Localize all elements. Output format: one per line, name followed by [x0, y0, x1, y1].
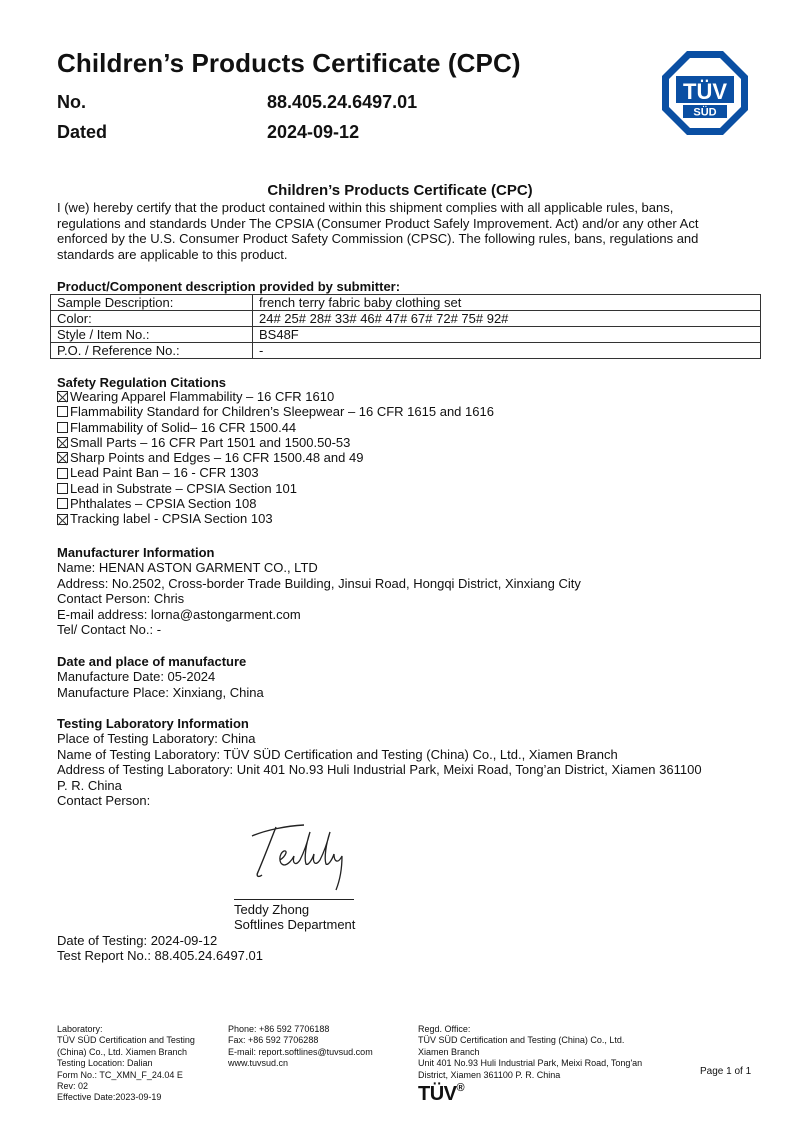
citation-item — [57, 404, 494, 419]
manufacture-place: Manufacture Place: Xinxiang, China — [57, 684, 264, 700]
product-description-heading: Product/Component description provided by submitter: — [57, 279, 401, 294]
row-label: Color: — [51, 311, 253, 327]
manufacture-date: Manufacture Date: 05-2024 — [57, 669, 216, 685]
statement-line: standards are applicable to this product. — [57, 246, 288, 262]
footer-line: www.tuvsud.cn — [228, 1058, 289, 1069]
logo-text-top: TÜV — [683, 79, 727, 104]
citation-label: Lead Paint Ban – 16 - CFR 1303 — [70, 465, 259, 481]
footer-line: Testing Location: Dalian — [57, 1058, 153, 1069]
row-value: - — [253, 343, 761, 359]
manufacturer-email: E-mail address: lorna@astongarment.com — [57, 606, 301, 622]
row-label: Style / Item No.: — [51, 327, 253, 343]
lab-name: Name of Testing Laboratory: TÜV SÜD Certification and Testing (China) Co., Ltd., Xiamen Branch — [57, 746, 618, 762]
manufacturer-contact: Contact Person: Chris — [57, 591, 185, 607]
citation-label: Tracking label - CPSIA Section 103 — [70, 511, 273, 527]
footer-line: (China) Co., Ltd. Xiamen Branch — [57, 1046, 188, 1057]
test-report-number: Test Report No.: 88.405.24.6497.01 — [57, 948, 263, 964]
row-value: 24# 25# 28# 33# 46# 47# 67# 72# 75# 92# — [253, 311, 761, 327]
footer-line: Laboratory: — [57, 1024, 103, 1034]
registered-mark: ® — [456, 1082, 465, 1094]
table-row — [51, 295, 761, 311]
table-row — [51, 343, 761, 359]
page-number: Page 1 of 1 — [700, 1066, 752, 1077]
manufacturer-tel: Tel/ Contact No.: - — [57, 622, 162, 638]
statement-line: regulations and standards Under The CPSIA (Consumer Product Safely Improvement. Act) and/or any other Act — [57, 215, 699, 231]
tuv-sud-logo — [661, 50, 749, 136]
dated-value: 2024-09-12 — [267, 122, 360, 142]
footer-line: Effective Date:2023-09-19 — [57, 1092, 162, 1103]
footer-line: District, Xiamen 361100 P. R. China — [418, 1069, 561, 1080]
row-label: Sample Description: — [51, 295, 253, 311]
footer-line: Regd. Office: — [418, 1024, 471, 1034]
statement-line: enforced by the U.S. Consumer Product Safety Commission (CPSC). The following rules, bans, regulations and — [57, 231, 699, 246]
lab-place: Place of Testing Laboratory: China — [57, 731, 256, 747]
citation-label: Lead in Substrate – CPSIA Section 101 — [70, 480, 297, 496]
certificate-subtitle: Children’s Products Certificate (CPC) — [267, 182, 533, 199]
checked-box-icon — [57, 452, 68, 463]
manufacture-heading: Date and place of manufacture — [57, 654, 247, 669]
product-description-table — [50, 294, 761, 359]
page-title: Children’s Products Certificate (CPC) — [57, 48, 521, 78]
citation-label: Phthalates – CPSIA Section 108 — [70, 496, 257, 512]
citation-item — [57, 481, 494, 496]
manufacturer-heading: Manufacturer Information — [57, 545, 215, 560]
citations-list — [57, 389, 494, 527]
unchecked-box-icon — [57, 498, 68, 509]
citation-item — [57, 389, 494, 404]
unchecked-box-icon — [57, 468, 68, 479]
checked-box-icon — [57, 391, 68, 402]
lab-heading: Testing Laboratory Information — [57, 716, 249, 731]
certification-statement — [57, 200, 747, 262]
handwritten-signature — [246, 820, 356, 894]
row-value: french terry fabric baby clothing set — [253, 295, 761, 311]
certificate-number-value: 88.405.24.6497.01 — [267, 92, 418, 112]
testing-section — [57, 933, 263, 964]
footer-line: TÜV SÜD Certification and Testing (China) Co., Ltd. — [418, 1035, 625, 1046]
lab-section — [57, 716, 702, 808]
footer-line: Fax: +86 592 7706288 — [228, 1035, 319, 1046]
row-value: BS48F — [253, 327, 761, 343]
unchecked-box-icon — [57, 422, 68, 433]
footer-line: Rev: 02 — [57, 1081, 89, 1092]
table-row — [51, 327, 761, 343]
footer-line: Unit 401 No.93 Huli Industrial Park, Meixi Road, Tong'an — [418, 1058, 643, 1069]
citation-label: Small Parts – 16 CFR Part 1501 and 1500.50-53 — [70, 434, 351, 450]
citation-label: Wearing Apparel Flammability – 16 CFR 1610 — [70, 389, 335, 404]
citation-label: Flammability of Solid– 16 CFR 1500.44 — [70, 419, 297, 435]
signatory-department: Softlines Department — [234, 917, 356, 933]
citation-item — [57, 420, 494, 435]
lab-contact: Contact Person: — [57, 793, 151, 809]
footer-line: Xiamen Branch — [418, 1046, 480, 1057]
certificate-number-label: No. — [57, 92, 86, 112]
table-row — [51, 311, 761, 327]
logo-text-bottom: SÜD — [693, 106, 717, 119]
signatory-name: Teddy Zhong — [234, 902, 310, 917]
footer-registered-office — [418, 1024, 642, 1081]
signatory — [234, 902, 355, 933]
citation-label: Sharp Points and Edges – 16 CFR 1500.48 and 49 — [70, 450, 364, 466]
citations-heading: Safety Regulation Citations — [57, 375, 227, 390]
signature-line — [234, 899, 354, 900]
footer-line: TÜV SÜD Certification and Testing — [57, 1035, 195, 1046]
unchecked-box-icon — [57, 483, 68, 494]
lab-address: Address of Testing Laboratory: Unit 401 No.93 Huli Industrial Park, Meixi Road, Tong’an District, Xiamen 361100 — [57, 762, 702, 778]
citation-item — [57, 496, 494, 511]
footer-brand-text: TÜV — [418, 1083, 457, 1105]
manufacture-section — [57, 654, 264, 700]
checked-box-icon — [57, 514, 68, 525]
citation-item — [57, 465, 494, 480]
footer-contact — [228, 1024, 373, 1070]
unchecked-box-icon — [57, 406, 68, 417]
footer-line: E-mail: report.softlines@tuvsud.com — [228, 1046, 373, 1057]
checked-box-icon — [57, 437, 68, 448]
citation-label: Flammability Standard for Children’s Sleepwear – 16 CFR 1615 and 1616 — [70, 404, 494, 420]
lab-address-country: P. R. China — [57, 777, 122, 793]
statement-line: I (we) hereby certify that the product contained within this shipment complies with all applicable rules, bans, — [57, 200, 674, 215]
citation-item — [57, 511, 494, 526]
footer-line: Phone: +86 592 7706188 — [228, 1024, 330, 1034]
citation-item — [57, 435, 494, 450]
footer-line: Form No.: TC_XMN_F_24.04 E — [57, 1069, 183, 1080]
footer-laboratory — [57, 1024, 195, 1104]
manufacturer-name: Name: HENAN ASTON GARMENT CO., LTD — [57, 560, 318, 576]
manufacturer-section — [57, 545, 581, 637]
manufacturer-address: Address: No.2502, Cross-border Trade Building, Jinsui Road, Hongqi District, Xinxiang City — [57, 575, 581, 591]
testing-date: Date of Testing: 2024-09-12 — [57, 933, 218, 948]
row-label: P.O. / Reference No.: — [51, 343, 253, 359]
citation-item — [57, 450, 494, 465]
footer-tuv-mark — [418, 1082, 464, 1106]
dated-label: Dated — [57, 122, 108, 142]
